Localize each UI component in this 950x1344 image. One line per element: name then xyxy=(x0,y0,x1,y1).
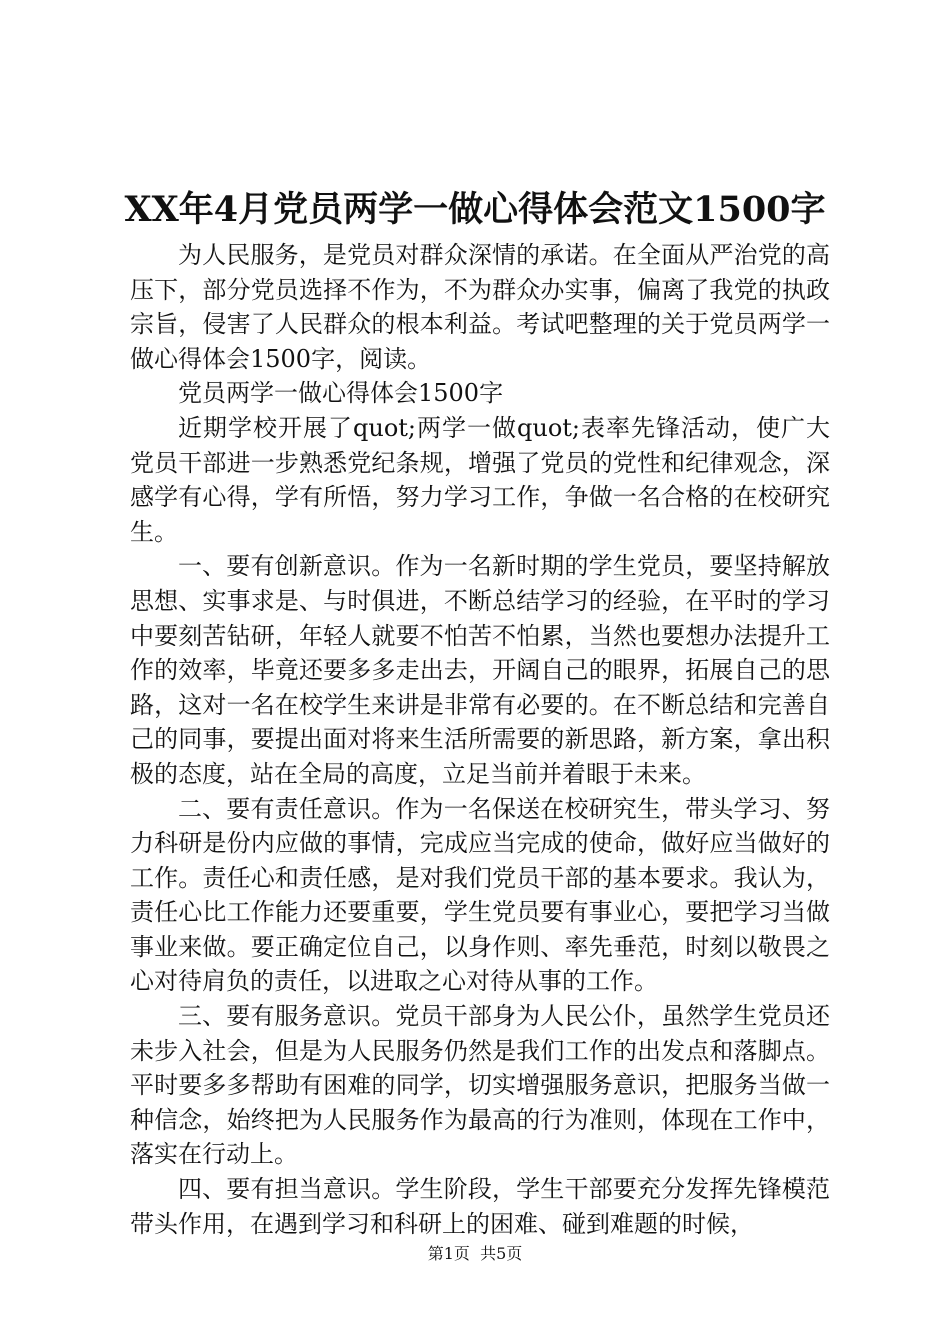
paragraph-subtitle: 党员两学一做心得体会1500字 xyxy=(178,379,504,408)
page-footer xyxy=(0,1242,950,1266)
paragraph-commitment: 四、要有担当意识。学生阶段，学生干部要充分发挥先锋模范带头作用，在遇到学习和科研上的困难、碰到难题的时候， xyxy=(130,1175,830,1238)
page-number: 第1页 xyxy=(427,1244,470,1263)
paragraph-service: 三、要有服务意识。党员干部身为人民公仆，虽然学生党员还未步入社会，但是为人民服务仍然是我们工作的出发点和落脚点。平时要多多帮助有困难的同学，切实增强服务意识，把服务当做一种信念，始终把为人民服务作为最高的行为准则，体现在工作中，落实在行动上。 xyxy=(130,1002,830,1169)
paragraph-innovation: 一、要有创新意识。作为一名新时期的学生党员，要坚持解放思想、实事求是、与时俱进，不断总结学习的经验，在平时的学习中要刻苦钻研，年轻人就要不怕苦不怕累，当然也要想办法提升工作的效率，毕竟还要多多走出去，开阔自己的眼界，拓展自己的思路，这对一名在校学生来讲是非常有必要的。在不断总结和完善自己的同事，要提出面对将来生活所需要的新思路，新方案，拿出积极的态度，站在全局的高度，立足当前并着眼于未来。 xyxy=(130,552,830,788)
document-body xyxy=(130,238,830,1241)
document-title: XX年4月党员两学一做心得体会范文1500字 xyxy=(124,189,826,230)
footer-separator xyxy=(470,1244,480,1263)
paragraph-intro: 为人民服务，是党员对群众深情的承诺。在全面从严治党的高压下，部分党员选择不作为，不为群众办实事，偏离了我党的执政宗旨，侵害了人民群众的根本利益。考试吧整理的关于党员两学一做心得体会1500字，阅读。 xyxy=(130,241,830,373)
page-total: 共5页 xyxy=(480,1244,523,1263)
paragraph-activity: 近期学校开展了quot;两学一做quot;表率先锋活动，使广大党员干部进一步熟悉党纪条规，增强了党员的党性和纪律观念，深感学有心得，学有所悟，努力学习工作，争做一名合格的在校研究生。 xyxy=(130,413,830,546)
paragraph-responsibility: 二、要有责任意识。作为一名保送在校研究生，带头学习、努力科研是份内应做的事情，完成应当完成的使命，做好应当做好的工作。责任心和责任感，是对我们党员干部的基本要求。我认为，责任心比工作能力还要重要，学生党员要有事业心，要把学习当做事业来做。要正确定位自己，以身作则、率先垂范，时刻以敬畏之心对待肩负的责任，以进取之心对待从事的工作。 xyxy=(130,794,830,996)
